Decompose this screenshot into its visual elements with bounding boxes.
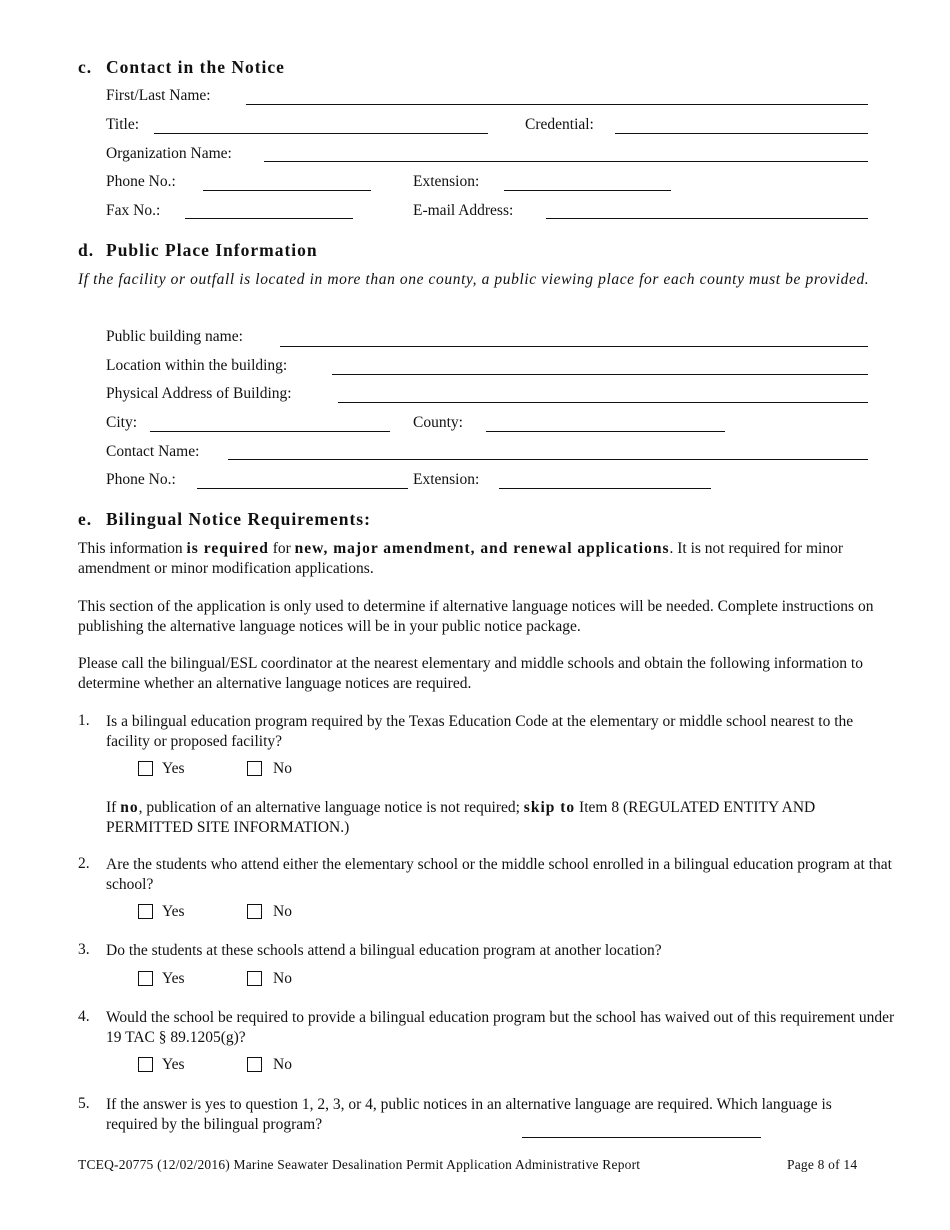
p1-required: is required (186, 540, 269, 557)
question-2-number: 2. (78, 855, 90, 872)
question-4-yes-checkbox[interactable] (138, 1057, 153, 1072)
question-3-text: Do the students at these schools attend a bilingual education program at another location? (106, 942, 662, 959)
p1-a: This information (78, 540, 187, 557)
question-2-yes-label: Yes (162, 903, 185, 920)
p1-application-types: new, major amendment, and renewal applications (294, 540, 670, 557)
section-d-title: Public Place Information (106, 240, 318, 260)
question-1-yes-checkbox[interactable] (138, 761, 153, 776)
location-field[interactable] (332, 374, 868, 375)
question-3-yes-checkbox[interactable] (138, 971, 153, 986)
fax-label: Fax No.: (106, 202, 161, 219)
section-e-title: Bilingual Notice Requirements: (106, 509, 371, 529)
credential-field[interactable] (615, 133, 868, 134)
title-field[interactable] (154, 133, 488, 134)
question-1-no-label: No (273, 760, 292, 777)
place-phone-field[interactable] (197, 488, 408, 489)
organization-name-label: Organization Name: (106, 145, 232, 162)
question-4-text: Would the school be required to provide a bilingual education program but the school has waived out of this requirement under 19 TAC § 89.1205(g)? (106, 1009, 895, 1046)
note-skip-to: skip to (523, 799, 576, 816)
question-4-number: 4. (78, 1008, 90, 1025)
building-name-field[interactable] (280, 346, 868, 347)
question-4-no-checkbox[interactable] (247, 1057, 262, 1072)
email-field[interactable] (546, 218, 868, 219)
question-3-yes-label: Yes (162, 970, 185, 987)
bilingual-requirement-paragraph (78, 539, 888, 579)
question-5-text: If the answer is yes to question 1, 2, 3, or 4, public notices in an alternative language are required. Which language is required by the bilingual program? (106, 1096, 832, 1133)
place-phone-label: Phone No.: (106, 471, 176, 488)
city-label: City: (106, 414, 138, 431)
first-last-name-field[interactable] (246, 104, 868, 105)
question-1-number: 1. (78, 712, 90, 729)
question-2-yes-checkbox[interactable] (138, 904, 153, 919)
fax-field[interactable] (185, 218, 353, 219)
question-2-text: Are the students who attend either the elementary school or the middle school enrolled in a bilingual education program at that school? (106, 856, 892, 893)
question-4-no-label: No (273, 1056, 292, 1073)
footer-page-number: Page 8 of 14 (787, 1157, 858, 1172)
purpose-paragraph: This section of the application is only used to determine if alternative language notices will be needed. Complete instructions on publishing the alternative language notices will be in your public notice package. (78, 598, 874, 635)
section-c-title: Contact in the Notice (106, 57, 285, 77)
p1-e: . It is not required for minor amendment or minor modification applications. (78, 540, 843, 577)
contact-phone-field[interactable] (203, 190, 371, 191)
contact-extension-label: Extension: (413, 173, 480, 190)
question-2-no-checkbox[interactable] (247, 904, 262, 919)
question-1-note (106, 798, 866, 838)
section-c-heading (78, 57, 285, 78)
question-3-no-label: No (273, 970, 292, 987)
place-contact-label: Contact Name: (106, 443, 200, 460)
question-2-no-label: No (273, 903, 292, 920)
first-last-name-label: First/Last Name: (106, 87, 211, 104)
note-a: If (106, 799, 121, 816)
note-c: , publication of an alternative language notice is not required; (138, 799, 524, 816)
language-field[interactable] (522, 1137, 761, 1138)
title-label: Title: (106, 116, 140, 133)
section-e-heading (78, 509, 371, 530)
section-d-heading (78, 240, 318, 261)
question-3-no-checkbox[interactable] (247, 971, 262, 986)
note-e: Item 8 (REGULATED ENTITY AND PERMITTED SITE INFORMATION.) (106, 799, 816, 836)
section-c-letter: c. (78, 57, 93, 77)
city-field[interactable] (150, 431, 390, 432)
address-field[interactable] (338, 402, 868, 403)
contact-phone-label: Phone No.: (106, 173, 176, 190)
place-extension-field[interactable] (499, 488, 711, 489)
section-d-letter: d. (78, 240, 95, 260)
question-1-yes-label: Yes (162, 760, 185, 777)
place-contact-field[interactable] (228, 459, 868, 460)
p1-c: for (268, 540, 295, 557)
coordinator-paragraph: Please call the bilingual/ESL coordinator at the nearest elementary and middle schools and obtain the following information to determine whether an alternative language notices are required. (78, 655, 863, 692)
county-field[interactable] (486, 431, 725, 432)
organization-name-field[interactable] (264, 161, 868, 162)
question-3-number: 3. (78, 941, 90, 958)
address-label: Physical Address of Building: (106, 385, 292, 402)
question-5-number: 5. (78, 1095, 90, 1112)
section-e-letter: e. (78, 509, 93, 529)
credential-label: Credential: (525, 116, 594, 133)
location-label: Location within the building: (106, 357, 288, 374)
contact-extension-field[interactable] (504, 190, 671, 191)
question-1-text: Is a bilingual education program required by the Texas Education Code at the elementary or middle school nearest to the facility or proposed facility? (106, 713, 854, 750)
public-place-note: If the facility or outfall is located in more than one county, a public viewing place for each county must be provided. (78, 271, 870, 288)
place-extension-label: Extension: (413, 471, 480, 488)
question-1-no-checkbox[interactable] (247, 761, 262, 776)
county-label: County: (413, 414, 463, 431)
question-4-yes-label: Yes (162, 1056, 185, 1073)
building-name-label: Public building name: (106, 328, 243, 345)
note-no: no (120, 799, 139, 816)
footer-form-id: TCEQ-20775 (12/02/2016) Marine Seawater Desalination Permit Application Administrative Report (78, 1157, 641, 1172)
email-label: E-mail Address: (413, 202, 514, 219)
